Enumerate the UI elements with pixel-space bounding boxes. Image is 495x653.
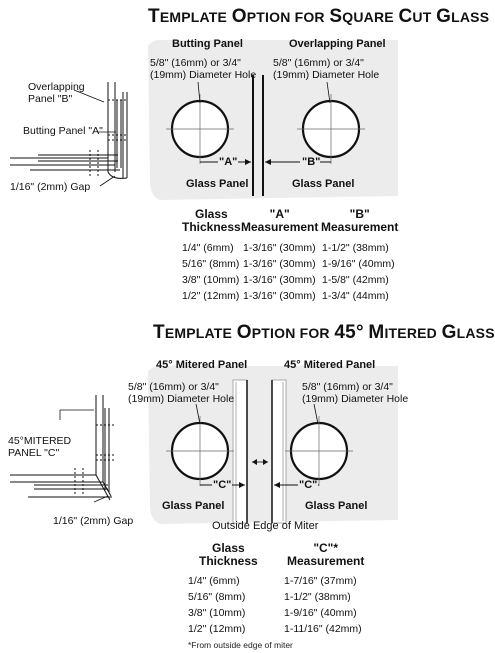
mitered-section-title bbox=[153, 322, 495, 344]
title-word: OPTION FOR bbox=[231, 6, 325, 27]
title-word: GLASS bbox=[436, 6, 490, 27]
measurement-c-label: "C" bbox=[213, 479, 232, 491]
mitered-panel-right-header: 45° Mitered Panel bbox=[284, 359, 376, 371]
overlapping-panel-b-label: Overlapping Panel "B" bbox=[28, 81, 85, 105]
table-cell: 1-5/8" (42mm) bbox=[322, 274, 389, 286]
table-cell: 1-7/16" (37mm) bbox=[284, 575, 357, 587]
table-cell: 3/8" (10mm) bbox=[188, 607, 246, 619]
table-cell: 1-11/16" (42mm) bbox=[284, 623, 362, 635]
table-cell: 1/2" (12mm) bbox=[182, 290, 240, 302]
mitered-right-edge-strip bbox=[272, 380, 286, 523]
gap-label: 1/16" (2mm) Gap bbox=[53, 515, 134, 527]
title-word: TEMPLATE bbox=[148, 6, 228, 27]
butting-panel-a-label: Butting Panel "A" bbox=[23, 125, 103, 137]
footnote: *From outside edge of miter bbox=[188, 640, 293, 650]
overlapping-panel-header: Overlapping Panel bbox=[289, 38, 386, 50]
measurement-b-label: "B" bbox=[302, 156, 321, 168]
mitered-panel-left-header: 45° Mitered Panel bbox=[156, 359, 248, 371]
table-cell: 1-3/4" (44mm) bbox=[322, 290, 389, 302]
title-word: SQUARE bbox=[329, 6, 394, 27]
mitered-left-edge-strip bbox=[233, 380, 247, 523]
table-header-thickness: Glass Thickness bbox=[182, 207, 241, 234]
measurement-a-label: "A" bbox=[219, 156, 238, 168]
table-cell: 5/16" (8mm) bbox=[188, 591, 246, 603]
glass-panel-label: Glass Panel bbox=[305, 500, 368, 512]
butting-panel-header: Butting Panel bbox=[172, 38, 243, 50]
table-cell: 1-3/16" (30mm) bbox=[243, 258, 316, 270]
glass-panel-label: Glass Panel bbox=[162, 500, 225, 512]
glass-panel-label: Glass Panel bbox=[292, 178, 355, 190]
hole-size-label: 5/8" (16mm) or 3/4" (19mm) Diameter Hole bbox=[273, 57, 380, 81]
title-word: OPTION FOR bbox=[236, 322, 330, 343]
title-word: MITERED bbox=[368, 322, 437, 343]
title-word: GLASS bbox=[441, 322, 495, 343]
table-cell: 1/4" (6mm) bbox=[188, 575, 240, 587]
table-cell: 1-9/16" (40mm) bbox=[284, 607, 357, 619]
table-header-a: "A" Measurement bbox=[241, 207, 319, 234]
hole-size-label: 5/8" (16mm) or 3/4" (19mm) Diameter Hole bbox=[150, 57, 257, 81]
outside-edge-label: Outside Edge of Miter bbox=[212, 520, 319, 532]
table-cell: 1-9/16" (40mm) bbox=[322, 258, 395, 270]
table-cell: 5/16" (8mm) bbox=[182, 258, 240, 270]
mitered-panel-c-label: 45°MITERED PANEL "C" bbox=[8, 435, 72, 459]
hole-size-label: 5/8" (16mm) or 3/4" (19mm) Diameter Hole bbox=[128, 381, 235, 405]
glass-panel-label: Glass Panel bbox=[186, 178, 249, 190]
table-cell: 1-3/16" (30mm) bbox=[243, 274, 316, 286]
table-cell: 1/4" (6mm) bbox=[182, 242, 234, 254]
table-header-thickness: Glass Thickness bbox=[199, 541, 258, 568]
table-cell: 1-1/2" (38mm) bbox=[322, 242, 389, 254]
table-cell: 1/2" (12mm) bbox=[188, 623, 246, 635]
table-header-b: "B" Measurement bbox=[321, 207, 399, 234]
table-cell: 3/8" (10mm) bbox=[182, 274, 240, 286]
title-word: CUT bbox=[398, 6, 432, 27]
leader-line bbox=[100, 176, 115, 186]
table-header-c: "C"* Measurement bbox=[287, 541, 365, 568]
measurement-c-label: "C" bbox=[299, 479, 318, 491]
gap-label: 1/16" (2mm) Gap bbox=[10, 181, 91, 193]
title-word: 45° bbox=[334, 322, 364, 343]
title-word: TEMPLATE bbox=[153, 322, 233, 343]
table-cell: 1-3/16" (30mm) bbox=[243, 242, 316, 254]
table-cell: 1-3/16" (30mm) bbox=[243, 290, 316, 302]
table-cell: 1-1/2" (38mm) bbox=[284, 591, 351, 603]
hole-size-label: 5/8" (16mm) or 3/4" (19mm) Diameter Hole bbox=[302, 381, 409, 405]
